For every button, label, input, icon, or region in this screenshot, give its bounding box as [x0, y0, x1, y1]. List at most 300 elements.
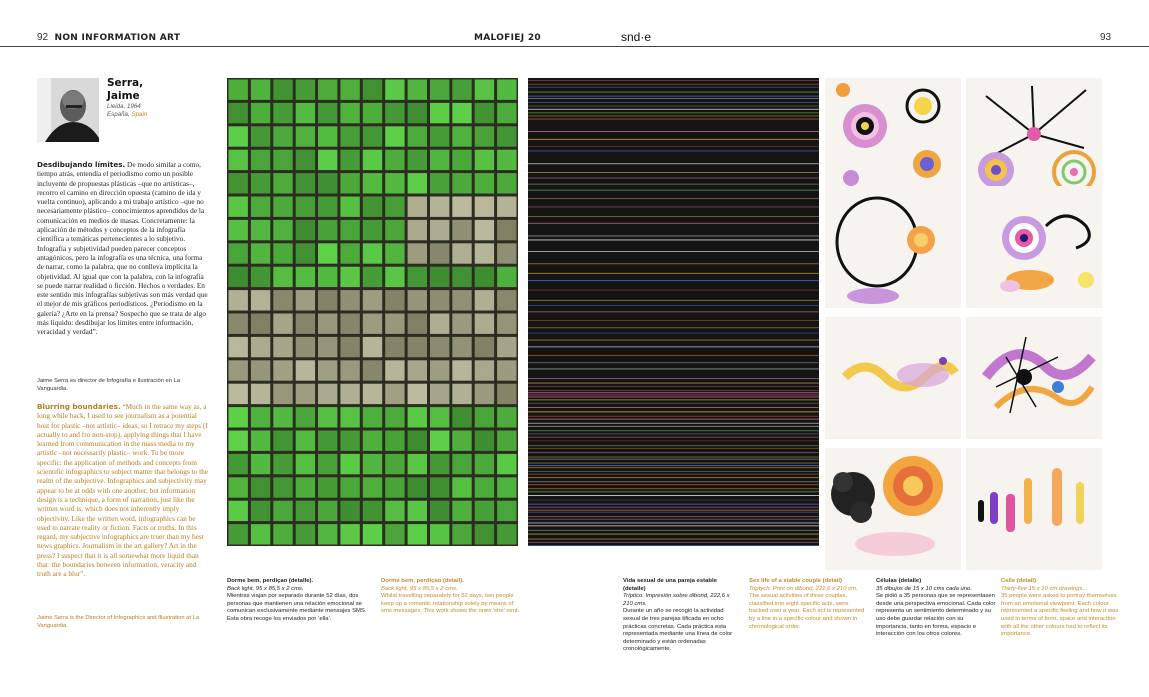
phone-screen — [363, 337, 382, 357]
phone-screen — [273, 103, 292, 123]
activity-line — [528, 300, 819, 301]
phone-screen — [340, 314, 359, 334]
activity-line — [528, 112, 819, 113]
phone-screen — [273, 524, 292, 544]
phone-screen — [475, 524, 494, 544]
activity-line — [528, 419, 819, 420]
phone-screen — [296, 477, 315, 497]
left-page-number: 92 — [37, 32, 49, 43]
phone-screen — [385, 80, 404, 100]
phone-screen — [363, 501, 382, 521]
activity-line — [528, 190, 819, 191]
phone-screen — [229, 103, 248, 123]
phone-screen — [229, 337, 248, 357]
phone-screen — [452, 173, 471, 193]
phone-screen — [497, 290, 516, 310]
phone-screen — [229, 407, 248, 427]
activity-line — [528, 459, 819, 460]
phone-screen — [497, 501, 516, 521]
phone-screen — [296, 267, 315, 287]
phone-screen — [430, 150, 449, 170]
phone-screen — [408, 314, 427, 334]
activity-line — [528, 519, 819, 520]
phone-screen — [251, 384, 270, 404]
phone-screen — [340, 360, 359, 380]
activity-line — [528, 369, 819, 370]
phone-screen — [430, 126, 449, 146]
phone-screen — [408, 407, 427, 427]
author-note-english: Jaime Serra is the Director of Infographics and Illustration at La Vanguardia. — [37, 615, 200, 629]
phone-screen — [296, 407, 315, 427]
activity-line — [528, 399, 819, 400]
phone-screen — [430, 197, 449, 217]
activity-line — [528, 426, 819, 427]
cell-drawing — [966, 186, 1102, 308]
phone-screen — [273, 477, 292, 497]
activity-line — [528, 392, 819, 393]
phone-screen — [229, 197, 248, 217]
phone-screen — [363, 150, 382, 170]
phone-screen — [251, 290, 270, 310]
phone-screen — [475, 80, 494, 100]
activity-line — [528, 481, 819, 482]
essay-spanish-body: De modo similar a como, tiempo atrás, entendía el periodismo como un posible incluyente de propuestas plásticas –que no artísticas–, recorro el camino en dirección opuesta (camino de ida y vuelta continuo), aplicando a mi trabajo artístico –que no necesariamente plástico– conocimientos aprendidos de la comunicación en medios de masas. Concretamente: la aplicación de métodos y conceptos de la infografía científica a temáticas pertenecientes a lo subjetivo. Infografía y subjetividad pueden parecer conceptos antagónicos, pero la infografía es una técnica, una forma de narrar, como la palabra, que no conlleva implícita la objetividad. Al igual que con la palabra, con la infografía se puede narrar realidad o ficción. Hechos o verdades. En este sentido mis infografías subjetivas son más verdad que el mejor de mis gráficos periodísticos. ¿Periodismo en la galería? ¿Arte en la prensa? Sospecho que se trata de algo más líquido: desdibujar los límites entre información, veracidad y verdad”. — [37, 160, 208, 337]
phone-screen — [340, 267, 359, 287]
activity-line — [528, 163, 819, 164]
phone-screen — [273, 150, 292, 170]
activity-line — [528, 448, 819, 449]
activity-line — [528, 386, 819, 387]
essay-english — [37, 402, 209, 579]
phone-screen — [318, 220, 337, 240]
phone-screen — [497, 80, 516, 100]
phone-screen — [430, 220, 449, 240]
phone-screen — [340, 243, 359, 263]
phone-screen — [408, 103, 427, 123]
activity-line — [528, 80, 819, 81]
phone-screen — [452, 314, 471, 334]
phone-screen — [408, 267, 427, 287]
activity-line — [528, 96, 819, 97]
activity-line — [528, 530, 819, 531]
phone-screen — [273, 360, 292, 380]
phone-screen — [296, 243, 315, 263]
phone-screen — [251, 524, 270, 544]
phone-screen — [229, 314, 248, 334]
activity-line — [528, 423, 819, 424]
activity-line — [528, 440, 819, 441]
phone-screen — [408, 524, 427, 544]
phone-screen — [229, 243, 248, 263]
phone-screen — [318, 173, 337, 193]
activity-line — [528, 500, 819, 501]
activity-line — [528, 280, 819, 281]
phone-screen — [497, 337, 516, 357]
phone-screen — [497, 314, 516, 334]
phone-screen — [475, 337, 494, 357]
phone-screen — [430, 501, 449, 521]
phone-screen — [340, 431, 359, 451]
phone-screen — [363, 290, 382, 310]
phone-screen — [251, 431, 270, 451]
phone-screen — [273, 454, 292, 474]
author-portrait — [37, 78, 99, 142]
phone-screen — [363, 477, 382, 497]
essay-spanish-lead: Desdibujando límites. — [37, 160, 126, 169]
phone-screen — [318, 290, 337, 310]
phone-screen — [273, 384, 292, 404]
cell-drawing — [966, 448, 1102, 570]
phone-screen — [475, 290, 494, 310]
phone-screen — [430, 243, 449, 263]
activity-line — [528, 240, 819, 241]
phone-screen — [452, 524, 471, 544]
phone-screen — [430, 173, 449, 193]
snd-logo: snd·e — [621, 30, 652, 44]
phone-screen — [452, 290, 471, 310]
phone-screen — [430, 454, 449, 474]
phone-screen — [273, 220, 292, 240]
phone-screen — [475, 501, 494, 521]
phone-screen — [497, 524, 516, 544]
phone-screen — [452, 454, 471, 474]
phone-screen — [340, 407, 359, 427]
activity-line — [528, 116, 819, 117]
phone-screen — [363, 173, 382, 193]
phone-screen — [296, 197, 315, 217]
activity-line — [528, 362, 819, 363]
phone-screen — [296, 431, 315, 451]
phone-screen — [385, 150, 404, 170]
phone-screen — [475, 220, 494, 240]
phone-screen — [318, 360, 337, 380]
phone-screen — [385, 337, 404, 357]
phone-screen — [385, 431, 404, 451]
phone-screen — [296, 126, 315, 146]
phone-screen — [229, 267, 248, 287]
phone-screen — [318, 80, 337, 100]
phone-screen — [318, 384, 337, 404]
phone-screen — [408, 150, 427, 170]
phone-screen — [340, 290, 359, 310]
phone-screen — [385, 454, 404, 474]
phone-screen — [340, 384, 359, 404]
phone-screen — [273, 80, 292, 100]
phone-screen — [318, 477, 337, 497]
phone-screen — [273, 173, 292, 193]
phone-screen — [497, 220, 516, 240]
phone-screen — [497, 477, 516, 497]
phone-screen — [385, 220, 404, 240]
activity-line — [528, 311, 819, 312]
activity-line — [528, 146, 819, 147]
phone-screen — [363, 197, 382, 217]
phone-screen — [408, 173, 427, 193]
phone-screen — [296, 337, 315, 357]
phone-screen — [318, 337, 337, 357]
phone-screen — [452, 150, 471, 170]
phone-screen — [385, 501, 404, 521]
activity-line — [528, 512, 819, 513]
activity-line — [528, 430, 819, 431]
activity-line — [528, 488, 819, 489]
phone-screen — [229, 80, 248, 100]
phone-screen — [340, 80, 359, 100]
phone-screen — [273, 126, 292, 146]
activity-line — [528, 320, 819, 321]
activity-line — [528, 236, 819, 237]
phone-screen — [296, 454, 315, 474]
activity-line — [528, 477, 819, 478]
artwork-sms-grid — [227, 78, 518, 546]
phone-screen — [340, 477, 359, 497]
phone-screen — [363, 220, 382, 240]
phone-screen — [318, 314, 337, 334]
phone-screen — [452, 337, 471, 357]
phone-screen — [475, 243, 494, 263]
phone-screen — [273, 407, 292, 427]
activity-line — [528, 340, 819, 341]
right-page-number: 93 — [1100, 32, 1112, 43]
activity-line — [528, 463, 819, 464]
activity-line — [528, 333, 819, 334]
phone-screen — [408, 454, 427, 474]
phone-screen — [229, 477, 248, 497]
activity-line — [528, 474, 819, 475]
phone-screen — [229, 431, 248, 451]
phone-screen — [363, 407, 382, 427]
phone-screen — [475, 314, 494, 334]
phone-screen — [475, 173, 494, 193]
activity-line — [528, 87, 819, 88]
phone-screen — [475, 267, 494, 287]
activity-line — [528, 525, 819, 526]
phone-screen — [497, 360, 516, 380]
phone-screen — [385, 384, 404, 404]
phone-screen — [475, 197, 494, 217]
phone-screen — [229, 524, 248, 544]
phone-screen — [363, 126, 382, 146]
phone-screen — [363, 243, 382, 263]
phone-screen — [296, 384, 315, 404]
activity-line — [528, 251, 819, 252]
activity-line — [528, 433, 819, 434]
phone-screen — [452, 477, 471, 497]
caption-stripes-english: Sex life of a stable couple (detail) Triptych. Print on dibond, 222,6 x 210 cm. The sexual activities of three couples, classified into eight specific acts, were tracked over a year. Each act is represented by a line in a specific colour and shown in chronological order. — [749, 578, 865, 630]
phone-screen — [497, 150, 516, 170]
caption-cells-spanish: Células (detalle) 35 dibujos de 15 x 10 cms cada uno. Se pidió a 35 personas que se representasen desde una perspectiva emocional. Cada color representa un sentimiento determinado y su uso debe guardar relación con su importancia, tanto en forma, espacio e interacción con los otros colores. — [876, 578, 996, 638]
phone-screen — [318, 103, 337, 123]
phone-screen — [452, 220, 471, 240]
phone-screen — [408, 220, 427, 240]
phone-screen — [296, 290, 315, 310]
phone-screen — [318, 197, 337, 217]
phone-screen — [273, 314, 292, 334]
caption-sms-english: Dorme bem, perdiçao (detail). Back light, 95 x 85,5 x 2 cms. Whilst travelling separately for 52 days, two people keep up a romantic relationship solely by means of sms messages. This work shows the ones ‘she’ sent. — [381, 578, 520, 615]
phone-screen — [430, 524, 449, 544]
phone-screen — [273, 501, 292, 521]
phone-screen — [340, 126, 359, 146]
activity-line — [528, 109, 819, 110]
phone-screen — [318, 150, 337, 170]
cell-drawing — [825, 448, 961, 570]
phone-screen — [251, 197, 270, 217]
phone-screen — [251, 220, 270, 240]
activity-line — [528, 467, 819, 468]
phone-screen — [340, 337, 359, 357]
phone-screen — [430, 431, 449, 451]
phone-screen — [318, 454, 337, 474]
phone-screen — [475, 477, 494, 497]
activity-line — [528, 378, 819, 379]
phone-screen — [363, 360, 382, 380]
activity-line — [528, 151, 819, 152]
phone-screen — [408, 360, 427, 380]
phone-screen — [430, 477, 449, 497]
phone-screen — [273, 290, 292, 310]
activity-line — [528, 516, 819, 517]
phone-screen — [318, 501, 337, 521]
phone-screen — [497, 407, 516, 427]
phone-screen — [363, 80, 382, 100]
activity-line — [528, 223, 819, 224]
phone-screen — [296, 524, 315, 544]
activity-line — [528, 106, 819, 107]
activity-line — [528, 545, 819, 546]
phone-screen — [340, 173, 359, 193]
activity-line — [528, 457, 819, 458]
cell-drawing — [825, 186, 961, 308]
phone-screen — [340, 197, 359, 217]
phone-screen — [273, 431, 292, 451]
phone-screen — [273, 197, 292, 217]
phone-screen — [430, 384, 449, 404]
header-rule — [0, 46, 1149, 47]
activity-line — [528, 403, 819, 404]
phone-screen — [385, 197, 404, 217]
activity-line — [528, 507, 819, 508]
phone-screen — [251, 126, 270, 146]
phone-screen — [452, 360, 471, 380]
phone-screen — [497, 267, 516, 287]
phone-screen — [296, 173, 315, 193]
activity-line — [528, 178, 819, 179]
phone-screen — [340, 103, 359, 123]
phone-screen — [251, 267, 270, 287]
phone-screen — [363, 314, 382, 334]
phone-screen — [229, 290, 248, 310]
activity-line — [528, 119, 819, 120]
phone-screen — [340, 150, 359, 170]
phone-screen — [452, 243, 471, 263]
phone-screen — [385, 314, 404, 334]
activity-line — [528, 98, 819, 99]
phone-screen — [363, 384, 382, 404]
activity-line — [528, 92, 819, 93]
phone-screen — [318, 243, 337, 263]
left-page-header — [37, 30, 180, 46]
activity-line — [528, 131, 819, 132]
phone-screen — [251, 407, 270, 427]
activity-line — [528, 84, 819, 85]
phone-screen — [229, 173, 248, 193]
phone-screen — [318, 126, 337, 146]
phone-screen — [229, 360, 248, 380]
phone-screen — [229, 220, 248, 240]
activity-line — [528, 539, 819, 540]
author-origin: Lleida, 1964 España, Spain — [107, 103, 148, 118]
caption-cells-english: Cells (detail) Thirty-five 15 x 10 cm drawings... 35 people were asked to portray themselves from an emotional viewpoint. Each colour represented a specific feeling and how it was used in terms of form, space and interaction with all the other colours had to reflect its importance. — [1001, 578, 1119, 638]
phone-screen — [363, 267, 382, 287]
phone-screen — [497, 103, 516, 123]
activity-line — [528, 390, 819, 391]
phone-screen — [452, 407, 471, 427]
phone-screen — [251, 103, 270, 123]
artwork-sex-life-stripes — [528, 78, 819, 546]
phone-screen — [363, 103, 382, 123]
phone-screen — [251, 150, 270, 170]
activity-line — [528, 452, 819, 453]
activity-line — [528, 184, 819, 185]
activity-line — [528, 445, 819, 446]
phone-screen — [475, 384, 494, 404]
phone-screen — [340, 524, 359, 544]
activity-line — [528, 383, 819, 384]
phone-screen — [273, 243, 292, 263]
phone-screen — [340, 454, 359, 474]
phone-screen — [251, 337, 270, 357]
phone-screen — [430, 314, 449, 334]
phone-screen — [452, 103, 471, 123]
activity-line — [528, 172, 819, 173]
phone-screen — [363, 524, 382, 544]
phone-screen — [497, 431, 516, 451]
essay-spanish — [37, 160, 209, 337]
phone-screen — [408, 80, 427, 100]
phone-screen — [408, 197, 427, 217]
activity-line — [528, 437, 819, 438]
phone-screen — [251, 360, 270, 380]
phone-screen — [296, 150, 315, 170]
phone-screen — [318, 407, 337, 427]
phone-screen — [452, 197, 471, 217]
phone-screen — [340, 501, 359, 521]
essay-english-lead: Blurring boundaries. — [37, 402, 121, 411]
activity-line — [528, 504, 819, 505]
phone-screen — [340, 220, 359, 240]
phone-screen — [363, 431, 382, 451]
phone-screen — [497, 243, 516, 263]
phone-screen — [251, 501, 270, 521]
activity-line — [528, 411, 819, 412]
phone-screen — [452, 267, 471, 287]
phone-screen — [385, 243, 404, 263]
phone-screen — [408, 243, 427, 263]
phone-screen — [385, 524, 404, 544]
activity-line — [528, 471, 819, 472]
phone-screen — [229, 126, 248, 146]
activity-line — [528, 216, 819, 217]
phone-screen — [430, 103, 449, 123]
phone-screen — [408, 126, 427, 146]
activity-line — [528, 495, 819, 496]
phone-screen — [408, 477, 427, 497]
phone-screen — [430, 337, 449, 357]
phone-screen — [385, 290, 404, 310]
phone-screen — [497, 384, 516, 404]
phone-screen — [408, 501, 427, 521]
phone-screen — [251, 314, 270, 334]
